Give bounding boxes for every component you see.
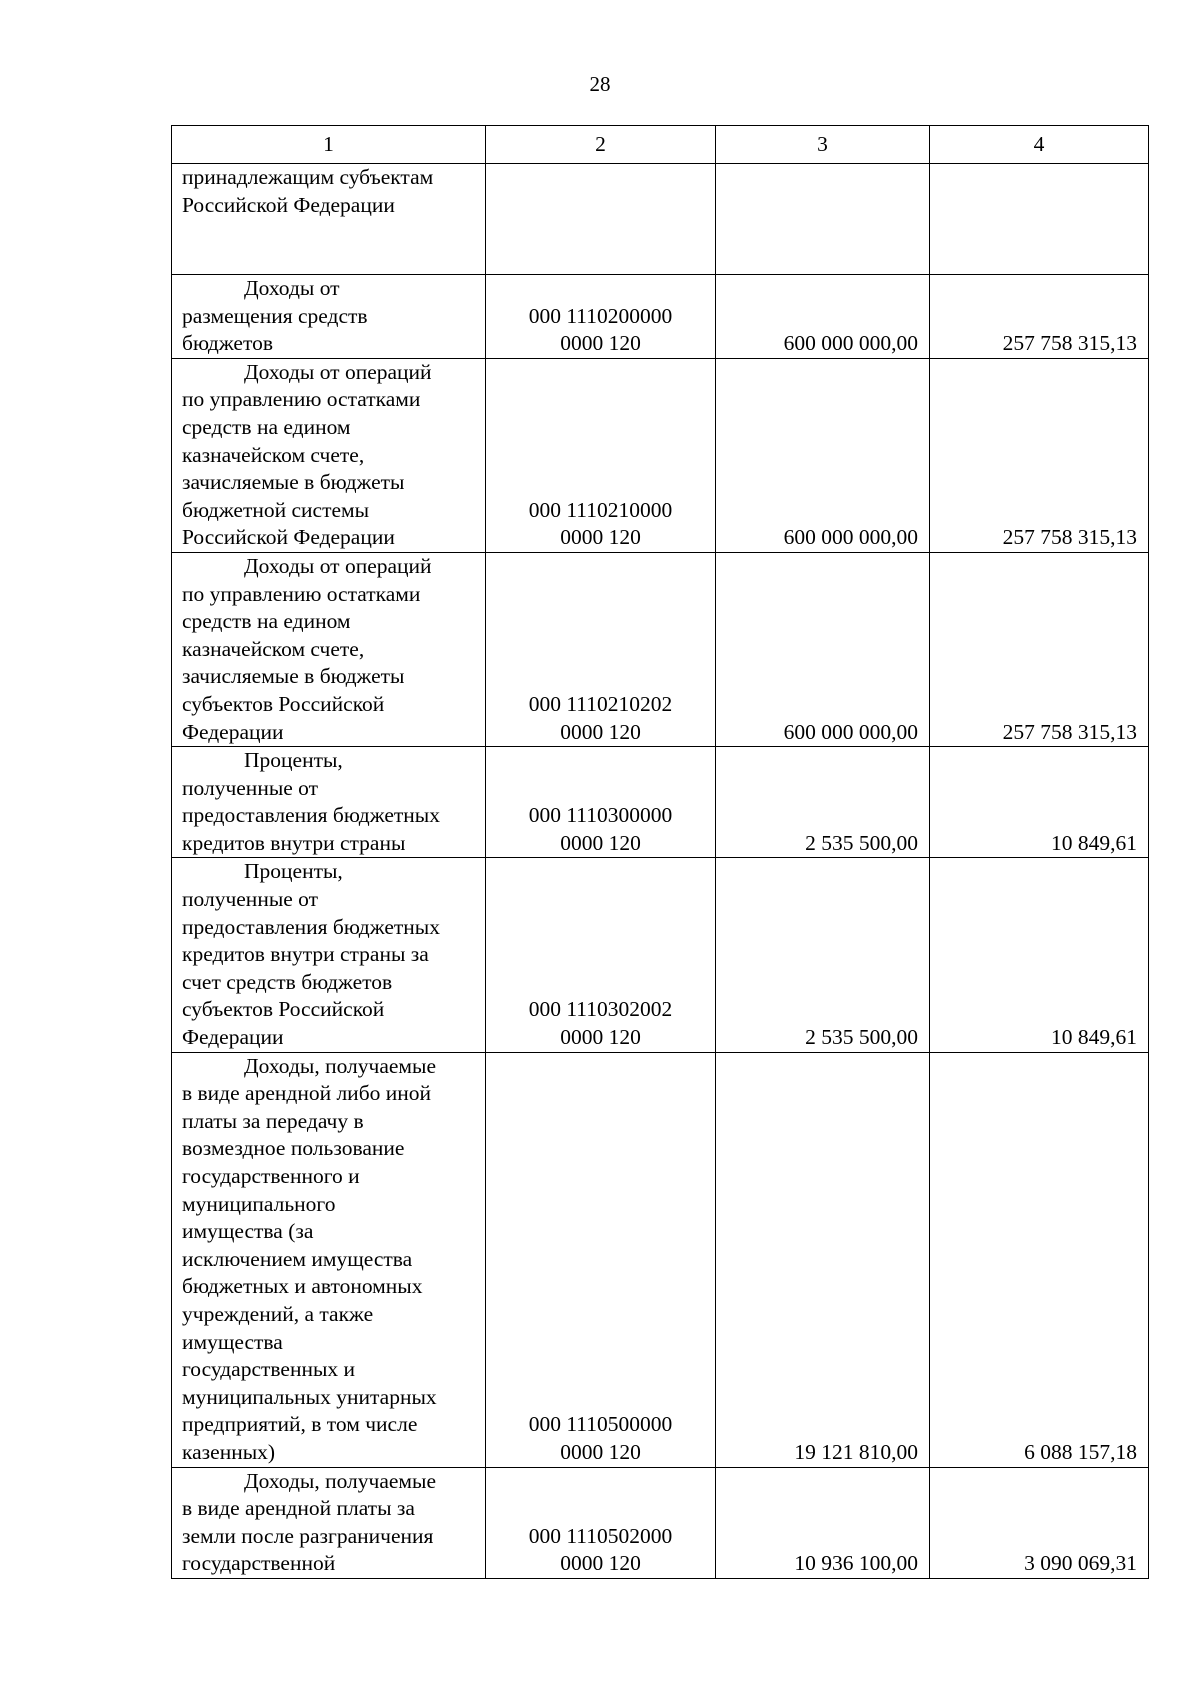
description-line: в виде арендной либо иной xyxy=(182,1081,432,1106)
row-actual-amount: 6 088 157,18 xyxy=(930,1052,1149,1467)
code-line: 000 1110302002 xyxy=(528,997,673,1022)
page-number: 28 xyxy=(589,72,611,96)
description-line: средств на едином xyxy=(182,414,351,439)
table-row xyxy=(172,1052,1149,1467)
description-line: по управлению остатками xyxy=(182,581,421,606)
description-line: Проценты, xyxy=(244,859,343,884)
description-line: земли после разграничения xyxy=(182,1523,434,1548)
code-line: 000 1110502000 xyxy=(528,1523,673,1548)
header-col-4: 4 xyxy=(930,126,1149,164)
description-line: предприятий, в том числе xyxy=(182,1412,418,1437)
row-code xyxy=(486,858,716,1052)
description-line: Доходы от xyxy=(244,276,340,300)
description-line: Российской Федерации xyxy=(182,525,395,550)
header-col-1: 1 xyxy=(172,126,486,164)
row-description xyxy=(172,358,486,552)
row-planned-amount: 10 936 100,00 xyxy=(716,1467,930,1578)
row-actual-amount: 257 758 315,13 xyxy=(930,358,1149,552)
description-line: учреждений, а также xyxy=(182,1301,374,1326)
table-row xyxy=(172,164,1149,275)
table-row xyxy=(172,858,1149,1052)
row-description xyxy=(172,1467,486,1578)
code-line: 0000 120 xyxy=(560,525,641,550)
description-line: полученные от xyxy=(182,775,319,800)
row-planned-amount xyxy=(716,164,930,275)
table-header-row xyxy=(172,126,1149,164)
code-line: 0000 120 xyxy=(560,1025,641,1050)
row-code xyxy=(486,358,716,552)
description-line: исключением имущества xyxy=(182,1246,413,1271)
revenue-table xyxy=(171,125,1149,1579)
row-code xyxy=(486,552,716,746)
description-line: кредитов внутри страны xyxy=(182,830,406,855)
code-line: 000 1110210202 xyxy=(528,691,673,716)
row-planned-amount: 600 000 000,00 xyxy=(716,358,930,552)
description-line: предоставления бюджетных xyxy=(182,803,440,828)
code-line: 000 1110210000 xyxy=(528,497,673,522)
row-code xyxy=(486,164,716,275)
table-row xyxy=(172,358,1149,552)
description-line: бюджетной системы xyxy=(182,497,370,522)
row-actual-amount: 10 849,61 xyxy=(930,747,1149,858)
description-line: размещения средств xyxy=(182,303,368,328)
code-line: 0000 120 xyxy=(560,1551,641,1576)
description-line: муниципальных унитарных xyxy=(182,1384,437,1409)
description-line: государственной xyxy=(182,1551,336,1576)
table-row xyxy=(172,275,1149,359)
description-line: государственных и xyxy=(182,1357,356,1382)
row-code xyxy=(486,275,716,359)
header-col-2: 2 xyxy=(486,126,716,164)
row-planned-amount: 600 000 000,00 xyxy=(716,552,930,746)
table-row xyxy=(172,1467,1149,1578)
description-line: счет средств бюджетов xyxy=(182,969,393,994)
description-line: казенных) xyxy=(182,1439,276,1464)
row-planned-amount: 2 535 500,00 xyxy=(716,747,930,858)
row-code xyxy=(486,1052,716,1467)
row-actual-amount: 10 849,61 xyxy=(930,858,1149,1052)
row-code xyxy=(486,1467,716,1578)
code-line: 0000 120 xyxy=(560,719,641,744)
description-line: бюджетных и автономных xyxy=(182,1274,423,1299)
row-description xyxy=(172,164,486,275)
row-planned-amount: 19 121 810,00 xyxy=(716,1052,930,1467)
code-line: 0000 120 xyxy=(560,1439,641,1464)
description-line: кредитов внутри страны за xyxy=(182,942,429,967)
description-line: Федерации xyxy=(182,719,284,744)
description-line: государственного и xyxy=(182,1164,360,1188)
description-line: Доходы, получаемые xyxy=(244,1468,437,1493)
description-line: предоставления бюджетных xyxy=(182,914,440,939)
code-line: 0000 120 xyxy=(560,331,641,356)
description-line: бюджетов xyxy=(182,331,273,356)
description-line: зачисляемые в бюджеты xyxy=(182,664,405,689)
row-planned-amount: 600 000 000,00 xyxy=(716,275,930,359)
row-planned-amount: 2 535 500,00 xyxy=(716,858,930,1052)
description-line: по управлению остатками xyxy=(182,387,421,412)
row-code xyxy=(486,747,716,858)
description-line: платы за передачу в xyxy=(182,1108,364,1133)
description-line: Доходы, получаемые xyxy=(244,1053,437,1078)
description-line: зачисляемые в бюджеты xyxy=(182,470,405,495)
code-line: 000 1110500000 xyxy=(528,1412,673,1437)
row-actual-amount: 257 758 315,13 xyxy=(930,275,1149,359)
row-description xyxy=(172,858,486,1052)
description-line: имущества xyxy=(182,1329,283,1354)
table-row xyxy=(172,747,1149,858)
row-actual-amount: 257 758 315,13 xyxy=(930,552,1149,746)
description-line: полученные от xyxy=(182,887,319,912)
code-line: 000 1110200000 xyxy=(528,303,673,328)
description-line: Проценты, xyxy=(244,748,343,773)
row-actual-amount: 3 090 069,31 xyxy=(930,1467,1149,1578)
description-line: средств на едином xyxy=(182,609,351,634)
code-line: 0000 120 xyxy=(560,830,641,855)
description-line: казначейском счете, xyxy=(182,636,365,661)
code-line: 000 1110300000 xyxy=(528,803,673,828)
header-col-3: 3 xyxy=(716,126,930,164)
description-line: Федерации xyxy=(182,1025,284,1050)
description-line: в виде арендной платы за xyxy=(182,1496,415,1521)
description-line: имущества (за xyxy=(182,1219,314,1244)
table-row xyxy=(172,552,1149,746)
description-line: субъектов Российской xyxy=(182,997,385,1022)
row-actual-amount xyxy=(930,164,1149,275)
description-line: Доходы от операций xyxy=(244,553,432,578)
row-description xyxy=(172,552,486,746)
row-description xyxy=(172,747,486,858)
description-line: Доходы от операций xyxy=(244,359,432,384)
description-line: принадлежащим субъектам xyxy=(182,165,434,189)
description-line: муниципального xyxy=(182,1191,336,1216)
description-line: возмездное пользование xyxy=(182,1136,405,1161)
row-description xyxy=(172,1052,486,1467)
description-line: Российской Федерации xyxy=(182,192,395,217)
description-line: казначейском счете, xyxy=(182,442,365,467)
row-description xyxy=(172,275,486,359)
description-line: субъектов Российской xyxy=(182,691,385,716)
